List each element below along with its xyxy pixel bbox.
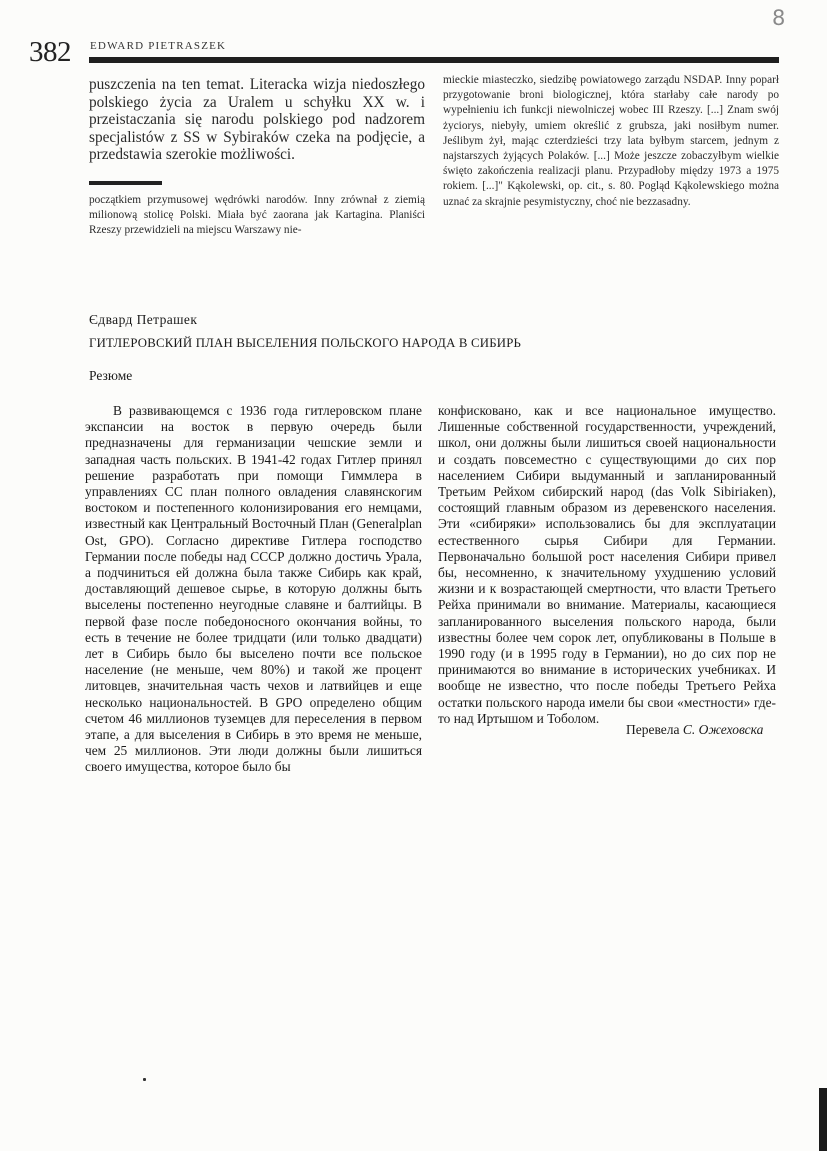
polish-main-paragraph: puszczenia na ten temat. Literacka wizja niedoszłego polskiego życia za Uralem u schyłku XX w. i przeistaczania się narodu polskiego pod nadzorem specjalistów z SS w Sybiraków czeka na podjęcie, a przedstawia szerokie możliwości. xyxy=(89,76,425,164)
handwritten-page-mark: 8 xyxy=(772,6,786,30)
translator-credit xyxy=(626,722,763,738)
scan-edge-shadow xyxy=(819,1088,827,1151)
translator-label: Перевела xyxy=(626,722,680,737)
running-head-author: EDWARD PIETRASZEK xyxy=(90,40,227,52)
footnote-rule xyxy=(89,181,162,185)
page-number: 382 xyxy=(29,36,71,68)
summary-left-column: В развивающемся с 1936 года гитлеровском плане экспансии на восток в первую очередь были предназначены для германизации чешские земли и западная часть польских. В 1941-42 годах Гитлер принял решение разработать при помощи Гиммлера в управлениях СС план полного овладения славянскогим востоком и постепенного колонизирования его немцами, известный как Центральный Восточный План (Generalplan Ost, GPO). Согласно директиве Гитлера господство Германии после победы над СССР должно достичь Урала, а подчиниться ей должна была также Сибирь как край, доставляющий дешевое сырье, в которую должны быть выселены постепенно неугодные славяне и балтийцы. В первой фазе после победоносного окончания войны, то есть в течение не более тридцати (или только двадцати) лет в Сибирь было бы выселено почти все польское население (не меньше, чем 80%) и такой же процент литовцев, значительная часть чехов и латвийцев и еще несколько национальностей. В GPO определено общим счетом 46 миллионов туземцев для переселения в первом этапе, а для выселения в Сибирь в это время не меньше, чем 25 миллионов. Эти люди должны были лишиться своего имущества, которое было бы xyxy=(85,403,422,775)
summary-right-column: конфисковано, как и все национальное имущество. Лишенные собственной государственности, учреждений, школ, они должны были лишиться своей национальности и создать повсеместно с существующими до сих пор населением Сибири выдуманный и запланированный Третьим Рейхом сибирский народ (das Volk Sibiriaken), состоящий главным образом из деревенского населения. Эти «сибиряки» использовались бы для эксплуатации естественного сырья Сибири для Германии. Первоначально большой рост населения Сибири привел бы, несомненно, к значительному ухудшению условий жизни и к возрастающей смертности, что власти Третьего Рейха принимали во внимание. Материалы, касающиеся запланированного выселения польского народа, были известны более чем сорок лет, опубликованы в Польше в 1990 году (и в 1995 году в Германии), но до сих пор не принимаются во внимание в исторических учебниках. И вообще не известно, что после победы Третьего Рейха остатки польского народа имели бы свои «местности» где-то над Иртышом и Тоболом. xyxy=(438,403,776,726)
scan-speck xyxy=(143,1078,146,1081)
footnote-right-column: mieckie miasteczko, siedzibę powiatowego zarządu NSDAP. Inny poparł przygotowanie broni biologicznej, która starłaby całe narody po wypełnieniu ich funkcji niewolniczej wobec III Rzeszy. [...] Znam swój życiorys, niebyły, umiem określić z grubsza, jaki nosiłbym numer. Jeślibym żył, mając czterdzieści trzy lata byłbym starcem, jednym z najstarszych żyjących Polaków. [...] Może jeszcze zobaczyłbym wielkie święto zakończenia realizacji planu. Przypadłoby między 1973 a 1975 rokiem. [...]" Kąkolewski, op. cit., s. 80. Pogląd Kąkolewskiego można uznać za skrajnie pesymistyczny, choć nie bezzasadny. xyxy=(443,74,779,208)
summary-title: ГИТЛЕРОВСКИЙ ПЛАН ВЫСЕЛЕНИЯ ПОЛЬСКОГО НАРОДА В СИБИРЬ xyxy=(89,336,522,350)
summary-label: Резюме xyxy=(89,368,133,383)
header-rule xyxy=(89,57,779,63)
translator-name: С. Ожеховска xyxy=(682,722,764,737)
summary-author: Єдвард Петрашек xyxy=(89,312,198,327)
footnote-left-column: początkiem przymusowej wędrówki narodów. Inny zrównał z ziemią milionową stolicę Polski. Miała być zaorana jak Kartagina. Planiści Rzeszy przewidzieli na miejscu Warszawy nie- xyxy=(89,194,425,237)
